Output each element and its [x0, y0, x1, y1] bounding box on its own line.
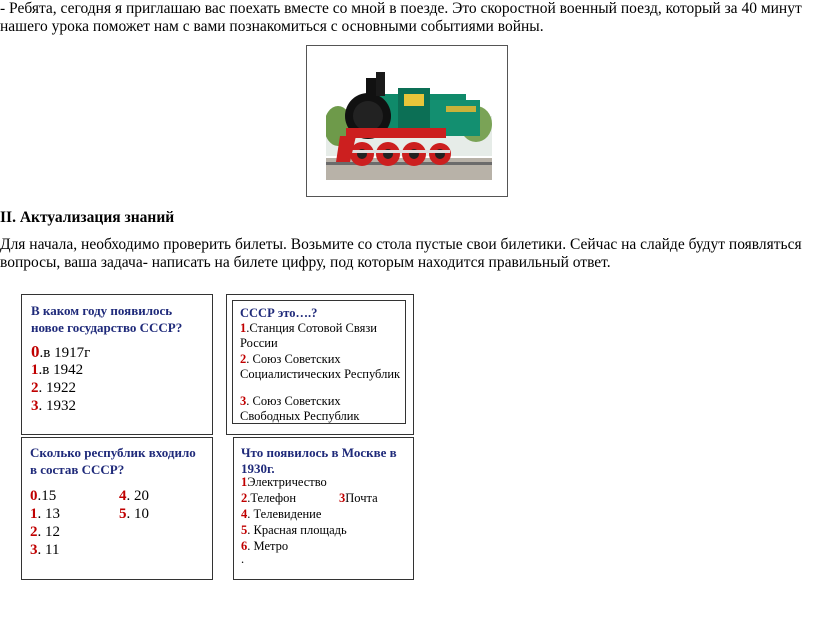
question-card-republics: [21, 437, 213, 580]
answer-option: 2.Телефон: [241, 491, 297, 505]
answer-option: 1Электричество: [241, 475, 327, 489]
question-text: новое государство СССР?: [31, 320, 183, 335]
answer-option: 5. 10: [119, 506, 149, 522]
answer-option: 1.в 1942: [31, 362, 84, 378]
answer-option-cont: России: [240, 336, 278, 350]
answer-option: 0.в 1917г: [31, 342, 91, 361]
answer-option-cont: Свободных Республик: [240, 409, 360, 423]
locomotive-image: [326, 66, 492, 180]
section-para-1: Для начала, необходимо проверить билеты. Возьмите со стола пустые свои билетики. Сейчас на слайде будут появляться: [0, 236, 802, 253]
answer-option: 2. 12: [30, 524, 60, 540]
intro-line-1: - Ребята, сегодня я приглашаю вас поехать вместе со мной в поезде. Это скоростной военный поезд, который за 40 минут: [0, 0, 802, 17]
section-heading: II. Актуализация знаний: [0, 209, 175, 226]
question-text: 1930г.: [241, 461, 275, 476]
answer-option: 3. Союз Советских: [240, 394, 341, 408]
question-text: Сколько республик входило: [30, 445, 196, 460]
section-para-2: вопросы, ваша задача- написать на билете цифру, под которым находится правильный ответ.: [0, 254, 611, 271]
answer-option: 5. Красная площадь: [241, 523, 347, 537]
question-text: СССР это….?: [240, 306, 318, 320]
question-card-ussr: [232, 300, 406, 424]
answer-option: 3. 11: [30, 542, 60, 558]
question-text: Что появилось в Москве в: [241, 445, 397, 460]
answer-option: 2. Союз Советских: [240, 352, 341, 366]
answer-option: 1. 13: [30, 506, 60, 522]
intro-line-2: нашего урока поможет нам с вами познакомиться с основными событиями войны.: [0, 18, 544, 35]
answer-option: 1.Станция Сотовой Связи: [240, 321, 377, 335]
question-text: В каком году появилось: [31, 303, 173, 318]
trailing-dot: .: [241, 552, 245, 566]
answer-option: 2. 1922: [31, 380, 76, 396]
answer-option: 4. Телевидение: [241, 507, 322, 521]
answer-option: 3. 1932: [31, 398, 76, 414]
train-photo: [306, 45, 508, 197]
question-card-year: [21, 294, 213, 435]
answer-option: 3Почта: [339, 491, 378, 505]
question-card-ussr-outer: [226, 294, 414, 435]
question-card-moscow: [233, 437, 414, 580]
answer-option: 4. 20: [119, 488, 149, 504]
answer-option-cont: Социалистических Республик: [240, 367, 401, 381]
question-text: в состав СССР?: [30, 462, 125, 477]
answer-option: 6. Метро: [241, 539, 289, 553]
answer-option: 0.15: [30, 488, 57, 504]
